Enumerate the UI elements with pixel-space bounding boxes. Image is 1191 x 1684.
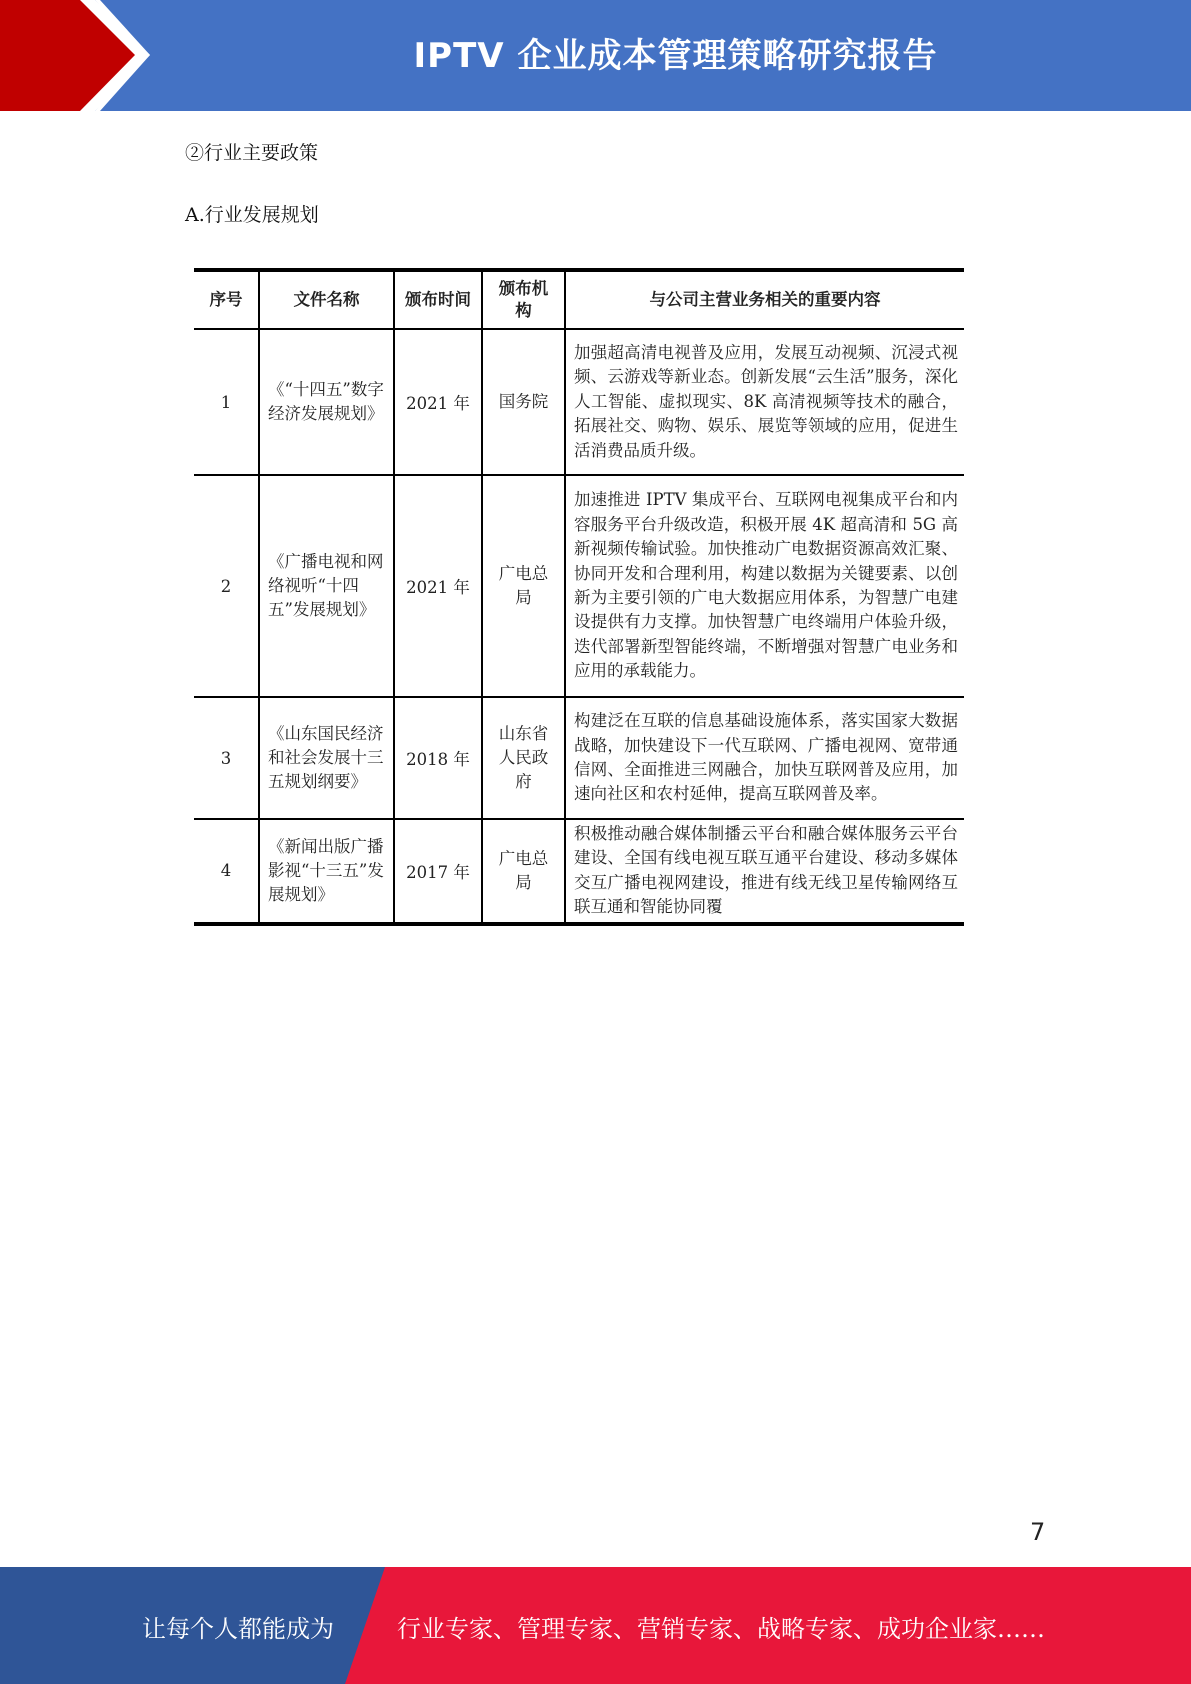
cell-no: 1 xyxy=(220,392,232,412)
cell-name: 《“十四五”数字经济发展规划》 xyxy=(259,329,394,475)
cell-name: 《广播电视和网络视听“十四五”发展规划》 xyxy=(259,475,394,697)
cell-time: 2021 年 xyxy=(394,329,482,475)
section-subheading: A.行业发展规划 xyxy=(185,204,319,226)
table-header-row xyxy=(194,270,964,329)
header-time: 颁布时间 xyxy=(394,270,482,329)
cell-org: 广电总局 xyxy=(482,475,565,697)
cell-time: 2018 年 xyxy=(394,697,482,819)
cell-name: 《山东国民经济和社会发展十三五规划纲要》 xyxy=(259,697,394,819)
cell-no: 2 xyxy=(220,576,232,596)
table-row xyxy=(194,475,964,697)
cell-name: 《新闻出版广播影视“十三五”发展规划》 xyxy=(259,819,394,924)
cell-content: 加强超高清电视普及应用，发展互动视频、沉浸式视频、云游戏等新业态。创新发展“云生活”服务，深化人工智能、虚拟现实、8K 高清视频等技术的融合，拓展社交、购物、娱乐、展览等领域的应用，促进生活消费品质升级。 xyxy=(565,329,964,475)
header-org: 颁布机构 xyxy=(482,270,565,329)
cell-time: 2021 年 xyxy=(394,475,482,697)
table-row xyxy=(194,697,964,819)
footer-slogan-right: 行业专家、管理专家、营销专家、战略专家、成功企业家…… xyxy=(397,1615,1045,1643)
cell-content: 加速推进 IPTV 集成平台、互联网电视集成平台和内容服务平台升级改造，积极开展 4K 超高清和 5G 高新视频传输试验。加快推动广电数据资源高效汇聚、协同开发和合理利用，构建以数据为关键要素、以创新为主要引领的广电大数据应用体系，为智慧广电建设提供有力支撑。加快智慧广电终端用户体验升级，迭代部署新型智能终端，不断增强对智慧广电业务和应用的承载能力。 xyxy=(565,475,964,697)
header-no: 序号 xyxy=(209,290,243,309)
cell-org: 广电总局 xyxy=(482,819,565,924)
header-arrow-decoration xyxy=(0,0,170,111)
cell-no: 4 xyxy=(220,861,232,881)
header-banner xyxy=(0,0,1191,111)
footer-banner xyxy=(0,1567,1191,1684)
cell-content: 积极推动融合媒体制播云平台和融合媒体服务云平台建设、全国有线电视互联互通平台建设、移动多媒体交互广播电视网建设，推进有线无线卫星传输网络互联互通和智能协同覆 xyxy=(565,819,964,924)
cell-time: 2017 年 xyxy=(394,819,482,924)
section-heading: ②行业主要政策 xyxy=(185,142,319,164)
cell-content: 构建泛在互联的信息基础设施体系，落实国家大数据战略，加快建设下一代互联网、广播电视网、宽带通信网、全面推进三网融合，加快互联网普及应用，加速向社区和农村延伸，提高互联网普及率。 xyxy=(565,697,964,819)
cell-org: 国务院 xyxy=(482,329,565,475)
cell-org: 山东省人民政府 xyxy=(482,697,565,819)
table-row xyxy=(194,819,964,924)
table-row xyxy=(194,329,964,475)
policy-table xyxy=(194,268,964,926)
report-title: IPTV 企业成本管理策略研究报告 xyxy=(413,36,938,76)
cell-no: 3 xyxy=(220,748,232,768)
header-content: 与公司主营业务相关的重要内容 xyxy=(565,270,964,329)
footer-slogan-left: 让每个人都能成为 xyxy=(142,1615,334,1643)
page-number: 7 xyxy=(1030,1518,1046,1546)
header-name: 文件名称 xyxy=(259,270,394,329)
